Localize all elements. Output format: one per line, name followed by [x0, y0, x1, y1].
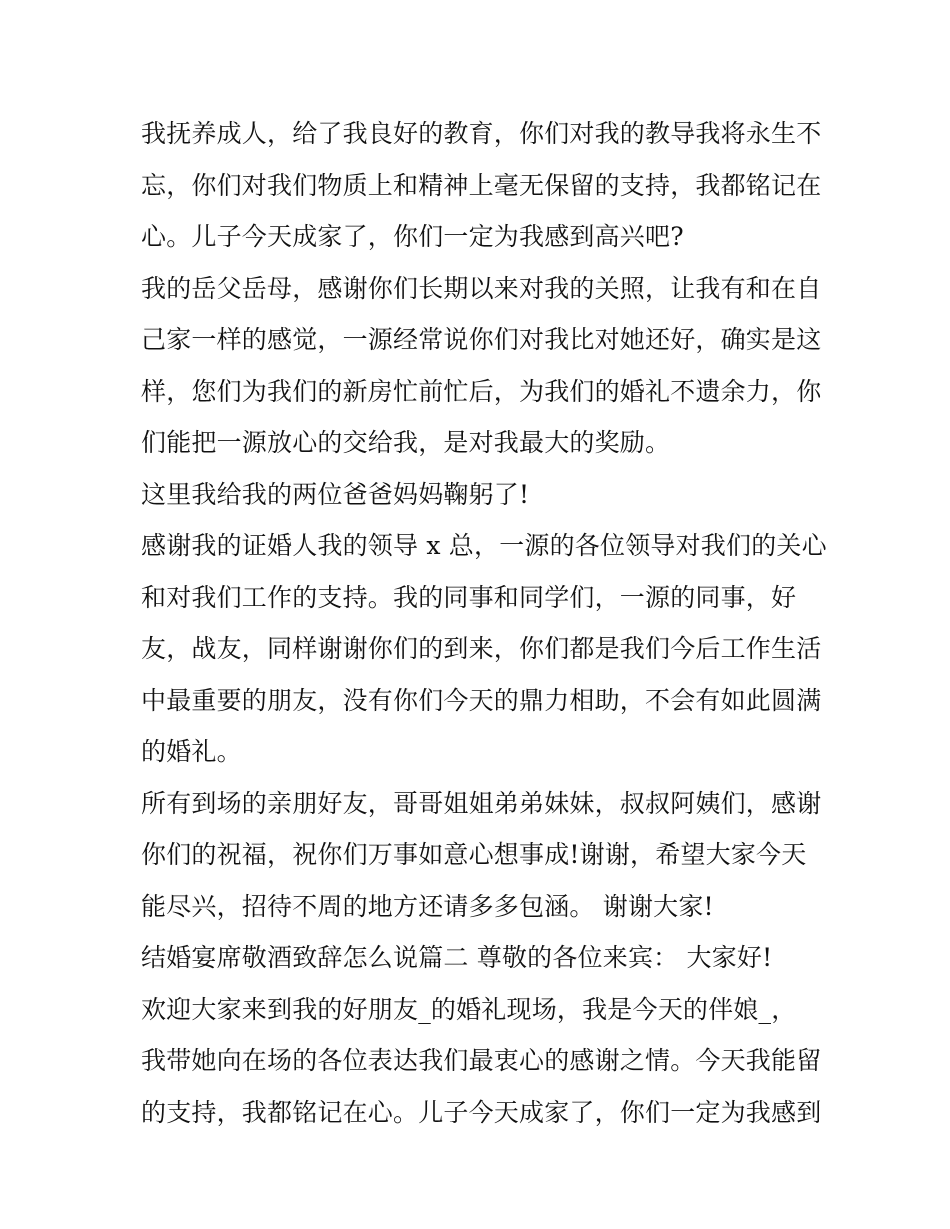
text-line: 我抚养成人，给了我良好的教育，你们对我的教导我将永生不 [141, 119, 822, 148]
text-line: 能尽兴，招待不周的地方还请多多包涵。 谢谢大家! [141, 891, 714, 921]
document-body-text [141, 108, 827, 1138]
text-line: 所有到场的亲朋好友，哥哥姐姐弟弟妹妹，叔叔阿姨们，感谢 [141, 788, 822, 818]
text-line: 你们的祝福，祝你们万事如意心想事成!谢谢，希望大家今天 [141, 840, 807, 869]
text-line: 己家一样的感觉，一源经常说你们对我比对她还好，确实是这 [141, 325, 822, 354]
text-line: 这里我给我的两位爸爸妈妈鞠躬了! [141, 479, 530, 509]
text-line: 样，您们为我们的新房忙前忙后，为我们的婚礼不遗余力，你 [141, 376, 822, 406]
text-line: 忘，你们对我们物质上和精神上毫无保留的支持，我都铭记在 [141, 170, 822, 200]
text-line: 的支持，我都铭记在心。儿子今天成家了，你们一定为我感到 [141, 1097, 822, 1127]
text-line: 和对我们工作的支持。我的同事和同学们，一源的同事，好 [141, 582, 797, 612]
text-line: 感谢我的证婚人我的领导 x 总，一源的各位领导对我们的关心 [141, 531, 827, 560]
text-line: 友，战友，同样谢谢你们的到来，你们都是我们今后工作生活 [141, 634, 822, 663]
text-line: 的婚礼。 [141, 737, 242, 766]
text-line: 欢迎大家来到我的好朋友_的婚礼现场，我是今天的伴娘_， [141, 994, 797, 1024]
text-line: 结婚宴席敬酒致辞怎么说篇二 尊敬的各位来宾： 大家好! [141, 943, 773, 972]
text-line: 中最重要的朋友，没有你们今天的鼎力相助，不会有如此圆满 [141, 685, 822, 715]
text-line: 我带她向在场的各位表达我们最衷心的感谢之情。今天我能留 [141, 1046, 822, 1075]
text-line: 们能把一源放心的交给我，是对我最大的奖励。 [141, 428, 671, 457]
text-line: 我的岳父岳母，感谢你们长期以来对我的关照，让我有和在自 [141, 273, 822, 303]
text-line: 心。儿子今天成家了，你们一定为我感到高兴吧? [141, 222, 684, 251]
